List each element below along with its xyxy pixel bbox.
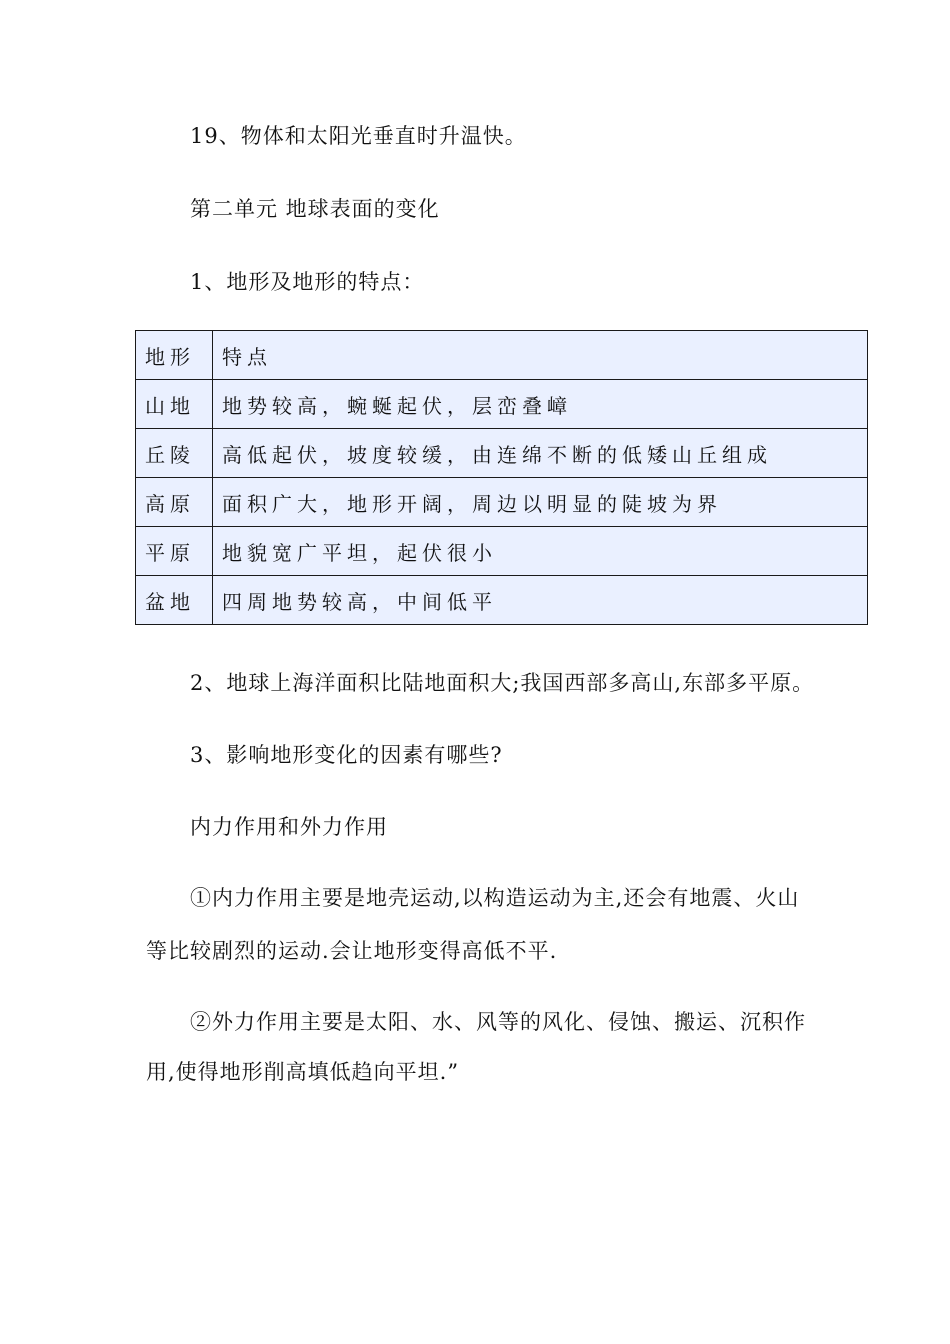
terrain-name-cell: 高原 (136, 478, 213, 527)
paragraph-2-line-1: ②外力作用主要是太阳、水、风等的风化、侵蚀、搬运、沉积作 (190, 1010, 806, 1034)
paragraph-1-line-2: 等比较剧烈的运动.会让地形变得高低不平. (146, 939, 558, 963)
table-row (136, 527, 868, 576)
terrain-feature-cell: 面积广大，地形开阔，周边以明显的陡坡为界 (213, 478, 868, 527)
terrain-name-cell: 丘陵 (136, 429, 213, 478)
terrain-name-cell: 平原 (136, 527, 213, 576)
terrain-name-cell: 盆地 (136, 576, 213, 625)
header-cell-terrain: 地形 (136, 331, 213, 380)
terrain-feature-cell: 地势较高，蜿蜒起伏，层峦叠嶂 (213, 380, 868, 429)
terrain-table (135, 330, 868, 625)
table-row (136, 380, 868, 429)
table-row (136, 478, 868, 527)
table-row (136, 576, 868, 625)
paragraph-1-line-1: ①内力作用主要是地壳运动,以构造运动为主,还会有地震、火山 (190, 886, 800, 910)
item-1-text: 1、地形及地形的特点： (190, 270, 425, 294)
terrain-feature-cell: 地貌宽广平坦，起伏很小 (213, 527, 868, 576)
item-2-text: 2、地球上海洋面积比陆地面积大;我国西部多高山,东部多平原。 (190, 671, 815, 695)
answer-heading: 内力作用和外力作用 (190, 815, 388, 839)
terrain-feature-cell: 高低起伏，坡度较缓，由连绵不断的低矮山丘组成 (213, 429, 868, 478)
table-header-row (136, 331, 868, 380)
header-cell-features: 特点 (213, 331, 868, 380)
item-3-text: 3、影响地形变化的因素有哪些? (190, 743, 503, 767)
terrain-feature-cell: 四周地势较高，中间低平 (213, 576, 868, 625)
table-row (136, 429, 868, 478)
item-19-text: 19、物体和太阳光垂直时升温快。 (190, 124, 527, 148)
terrain-name-cell: 山地 (136, 380, 213, 429)
paragraph-2-line-2: 用,使得地形削高填低趋向平坦.” (146, 1060, 460, 1084)
unit-2-title: 第二单元 地球表面的变化 (190, 197, 440, 221)
